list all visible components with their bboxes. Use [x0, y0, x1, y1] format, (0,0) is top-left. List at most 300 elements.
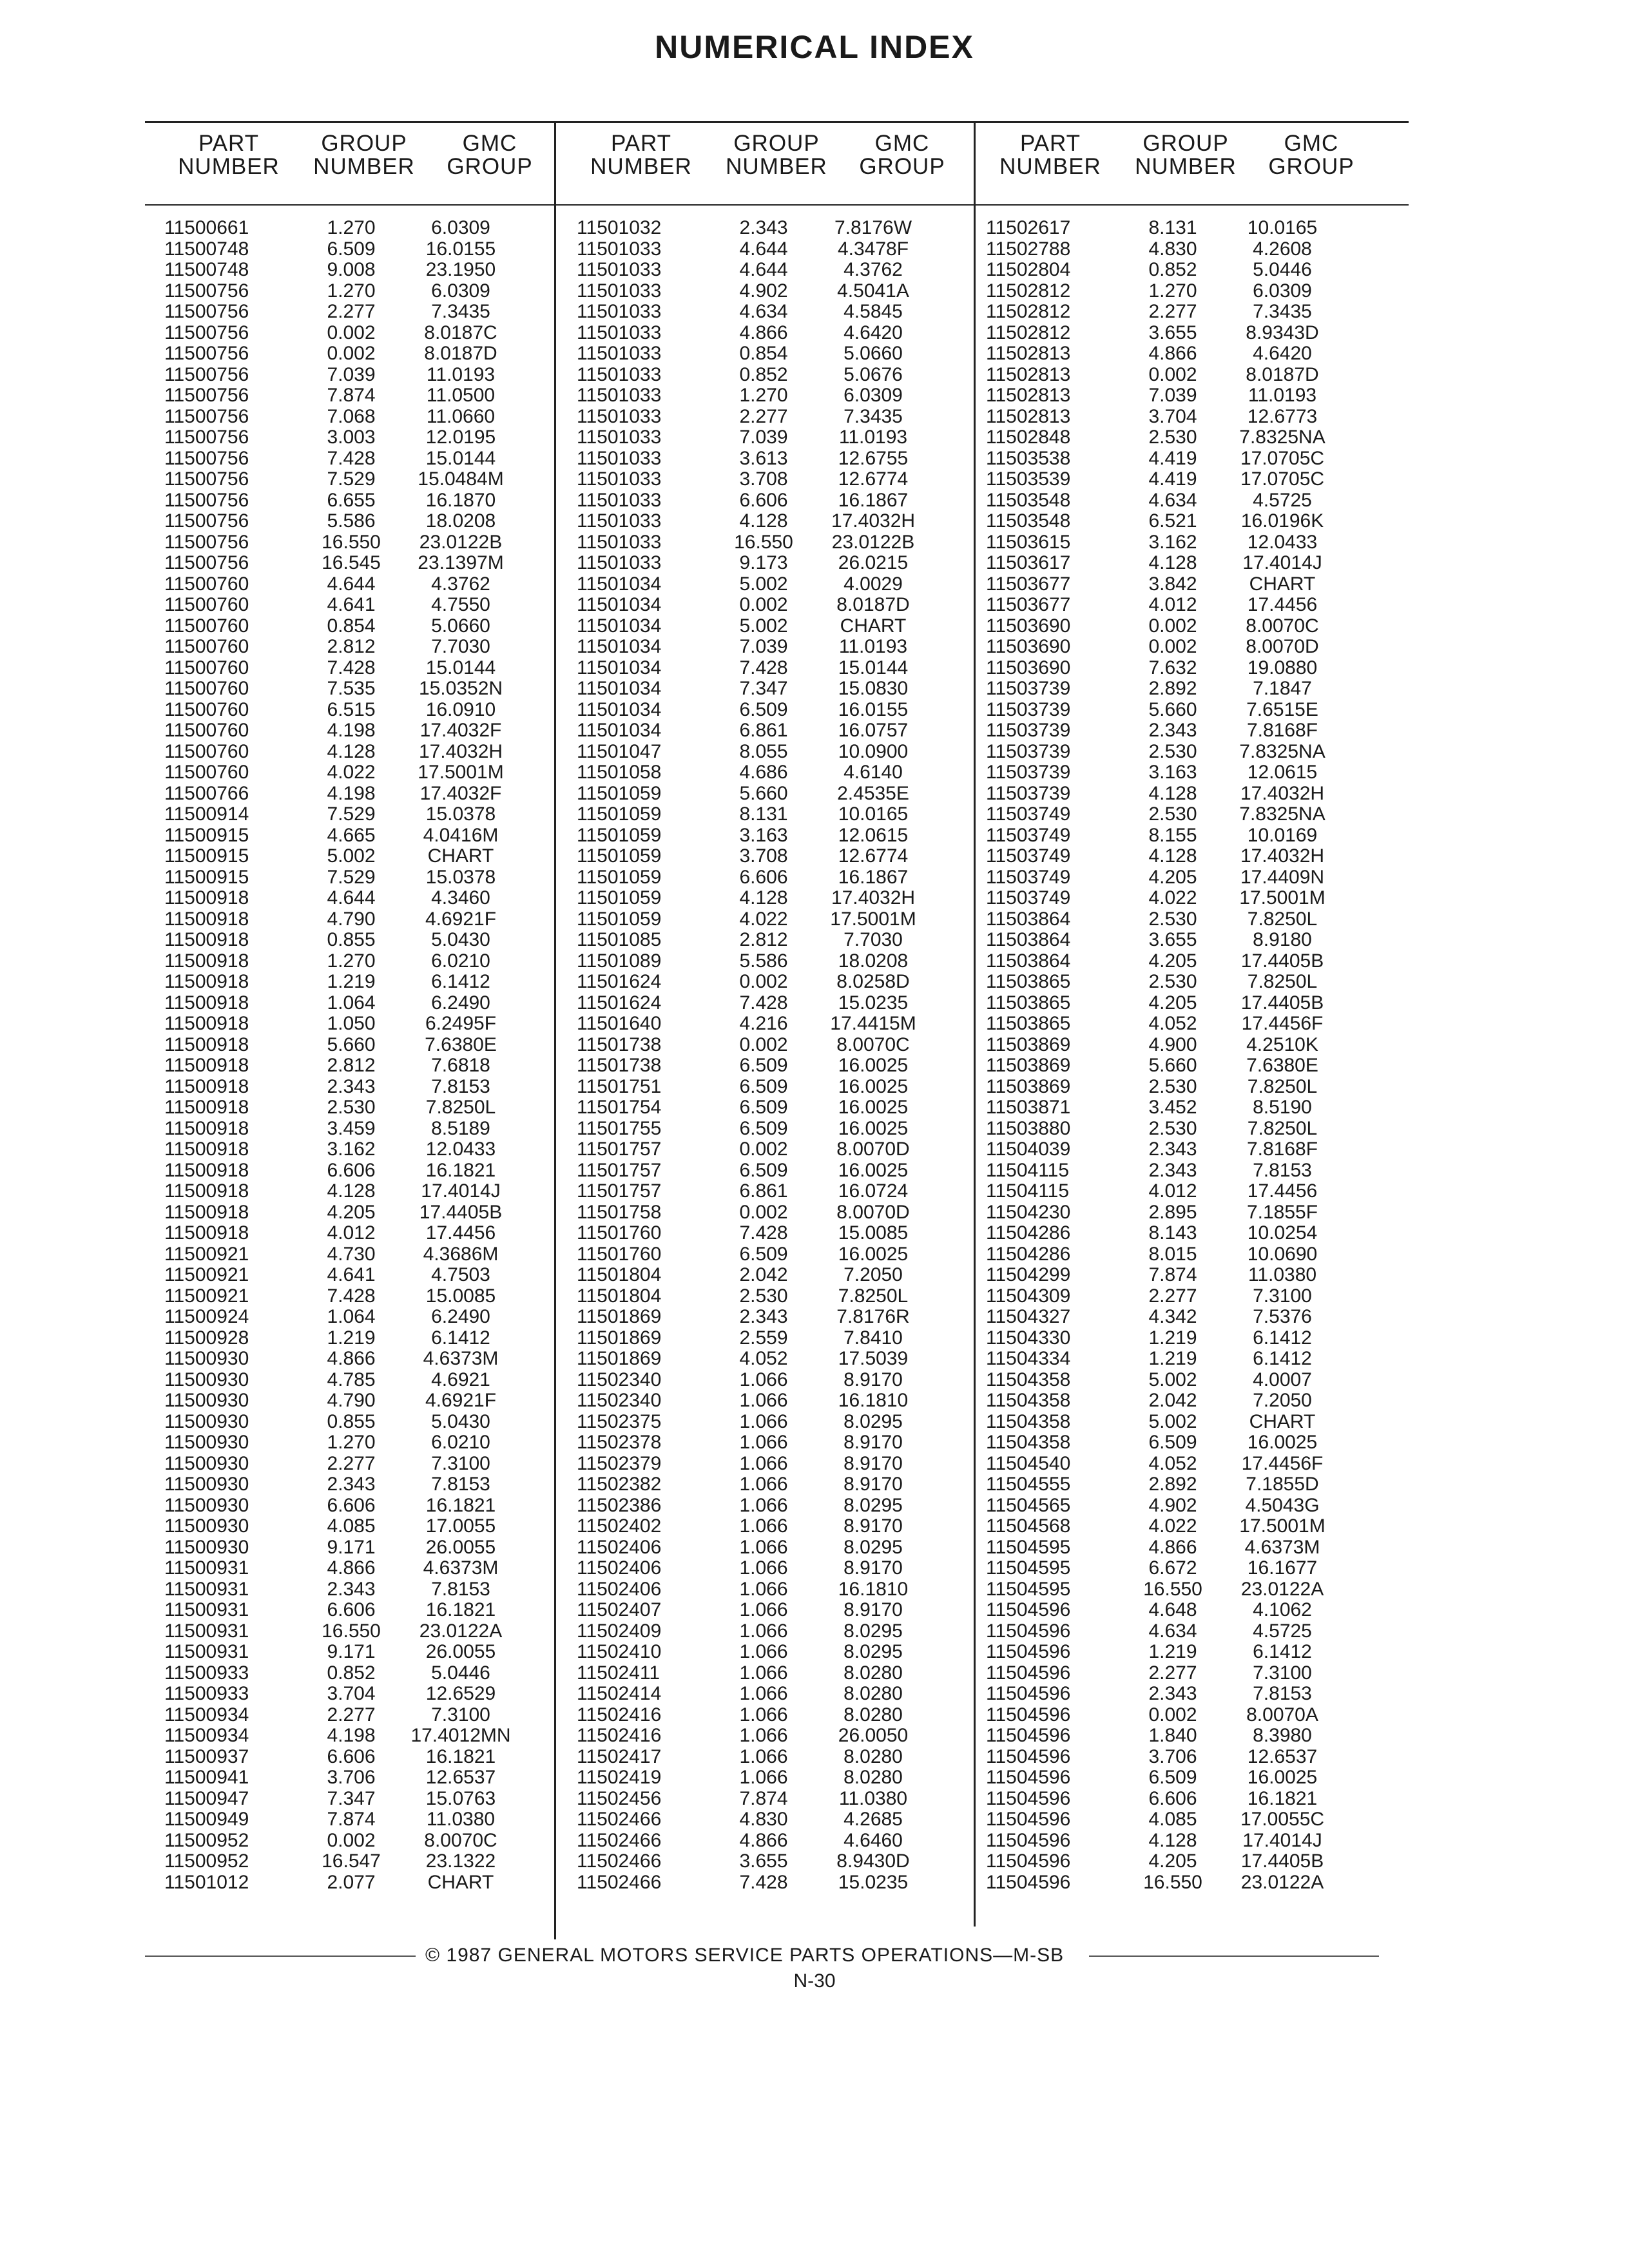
group-number: 6.509 — [327, 238, 376, 260]
part-number: 11503677 — [986, 573, 1071, 595]
part-number: 11500928 — [164, 1327, 249, 1349]
group-number: 2.277 — [739, 405, 788, 427]
gmc-group: 12.6773 — [1247, 405, 1318, 427]
gmc-group: 8.5190 — [1253, 1097, 1312, 1118]
part-number: 11500748 — [164, 259, 249, 280]
group-number: 2.077 — [327, 1871, 376, 1893]
gmc-group: 7.7030 — [843, 929, 903, 950]
gmc-group: 7.8168F — [1246, 1139, 1318, 1160]
gmc-group: 11.0380 — [426, 1809, 496, 1830]
part-number: 11500756 — [164, 322, 249, 343]
part-number: 11504115 — [986, 1180, 1070, 1202]
group-number: 6.606 — [327, 1494, 376, 1516]
group-number: 9.171 — [327, 1641, 376, 1662]
part-number: 11502414 — [577, 1683, 662, 1704]
group-number: 7.632 — [1148, 657, 1197, 678]
part-number: 11501059 — [577, 908, 662, 930]
gmc-group: 4.0416M — [423, 824, 499, 846]
gmc-group: 7.8325NA — [1239, 803, 1325, 825]
group-number: 4.866 — [327, 1348, 376, 1369]
gmc-group: 15.0144 — [425, 657, 496, 678]
part-number: 11500918 — [164, 1117, 249, 1139]
gmc-group: 26.0215 — [838, 552, 909, 573]
gmc-group: 17.4405B — [1240, 992, 1324, 1014]
group-number: 5.002 — [1148, 1410, 1197, 1432]
group-number-header: GROUP NUMBER — [1135, 131, 1237, 179]
group-number: 8.131 — [1148, 217, 1197, 238]
part-number: 11501869 — [577, 1327, 662, 1349]
part-number: 11502848 — [986, 427, 1071, 448]
part-number: 11500756 — [164, 447, 249, 469]
group-number: 0.852 — [327, 1662, 376, 1684]
gmc-group: 23.0122B — [831, 531, 915, 553]
part-number: 11504596 — [986, 1829, 1071, 1851]
group-number: 16.550 — [1143, 1578, 1202, 1600]
group-number: 4.790 — [327, 908, 376, 930]
gmc-group: 12.6537 — [1247, 1745, 1318, 1767]
gmc-group-header: GMC GROUP — [1268, 131, 1354, 179]
gmc-group: 10.0169 — [1247, 824, 1318, 846]
gmc-group: 17.5001M — [418, 762, 504, 783]
group-number: 6.515 — [327, 698, 376, 720]
gmc-group: 16.1677 — [1247, 1557, 1318, 1579]
gmc-group: 16.1867 — [838, 489, 909, 511]
part-number: 11502386 — [577, 1494, 662, 1516]
group-number: 7.428 — [327, 1285, 376, 1307]
part-number: 11503690 — [986, 615, 1071, 637]
gmc-group: 23.0122A — [419, 1620, 503, 1642]
part-number: 11503749 — [986, 824, 1071, 846]
group-number: 4.128 — [1148, 845, 1197, 867]
group-number: 8.143 — [1148, 1222, 1197, 1244]
gmc-group: 8.0295 — [843, 1494, 903, 1516]
group-number: 7.874 — [1148, 1264, 1197, 1285]
group-number: 7.535 — [327, 678, 376, 699]
gmc-group: 7.8250L — [1247, 908, 1318, 930]
group-number: 6.509 — [739, 1117, 788, 1139]
part-number: 11501085 — [577, 929, 662, 950]
gmc-group: 12.6537 — [425, 1767, 496, 1788]
gmc-group: 7.1847 — [1253, 678, 1312, 699]
gmc-group: 8.9170 — [843, 1515, 903, 1537]
part-number: 11503538 — [986, 447, 1071, 469]
gmc-group: 23.0122A — [1240, 1578, 1324, 1600]
part-number: 11504358 — [986, 1369, 1071, 1390]
part-number: 11501757 — [577, 1159, 662, 1181]
part-number: 11501059 — [577, 887, 662, 908]
gmc-group: 15.0235 — [838, 1871, 909, 1893]
gmc-group: 17.4032H — [418, 740, 503, 762]
part-number: 11501033 — [577, 468, 662, 490]
group-number: 1.066 — [739, 1474, 788, 1495]
part-number: 11503869 — [986, 1055, 1071, 1076]
group-number: 4.648 — [1148, 1599, 1197, 1620]
part-number: 11501757 — [577, 1139, 662, 1160]
part-number: 11503749 — [986, 845, 1071, 867]
group-number: 4.644 — [739, 259, 788, 280]
part-number: 11503865 — [986, 971, 1071, 992]
part-number: 11500760 — [164, 657, 249, 678]
gmc-group-header: GMC GROUP — [447, 131, 533, 179]
part-number: 11501033 — [577, 259, 662, 280]
gmc-group: 4.3762 — [843, 259, 903, 280]
gmc-group: 5.0660 — [431, 615, 490, 637]
part-number: 11504555 — [986, 1474, 1071, 1495]
gmc-group: 7.2050 — [843, 1264, 903, 1285]
part-number: 11501033 — [577, 322, 662, 343]
group-number: 1.066 — [739, 1515, 788, 1537]
part-number: 11500760 — [164, 762, 249, 783]
part-number: 11503869 — [986, 1033, 1071, 1055]
gmc-group: 16.0724 — [838, 1180, 909, 1202]
gmc-group: 8.9170 — [843, 1432, 903, 1453]
gmc-group: 11.0193 — [426, 363, 496, 385]
gmc-group: CHART — [1249, 573, 1316, 595]
group-number: 0.002 — [739, 1033, 788, 1055]
part-number: 11502375 — [577, 1410, 662, 1432]
part-number: 11502813 — [986, 385, 1071, 406]
part-number: 11501058 — [577, 762, 662, 783]
part-number: 11501033 — [577, 238, 662, 260]
group-number: 4.419 — [1148, 447, 1197, 469]
part-number: 11502617 — [986, 217, 1071, 238]
group-number: 0.002 — [1148, 636, 1197, 657]
header-bottom-rule — [145, 204, 1409, 206]
part-number: 11504330 — [986, 1327, 1071, 1349]
gmc-group: 2.4535E — [837, 782, 909, 804]
group-number: 4.022 — [327, 762, 376, 783]
part-number: 11502407 — [577, 1599, 662, 1620]
group-number: 9.008 — [327, 259, 376, 280]
gmc-group: 7.1855D — [1246, 1474, 1319, 1495]
gmc-group: 17.5001M — [1239, 1515, 1325, 1537]
gmc-group: 23.1950 — [425, 259, 496, 280]
part-number: 11504327 — [986, 1306, 1071, 1327]
part-number: 11502379 — [577, 1452, 662, 1474]
group-number: 6.606 — [739, 489, 788, 511]
part-number: 11500930 — [164, 1410, 249, 1432]
gmc-group: 8.0280 — [843, 1745, 903, 1767]
group-number: 2.559 — [739, 1327, 788, 1349]
gmc-group: 8.9170 — [843, 1557, 903, 1579]
group-number: 4.205 — [1148, 950, 1197, 972]
group-number: 4.866 — [1148, 343, 1197, 364]
gmc-group: 8.0070C — [1246, 615, 1319, 637]
group-number: 0.855 — [327, 1410, 376, 1432]
part-number: 11504596 — [986, 1620, 1071, 1642]
part-number: 11504596 — [986, 1704, 1071, 1725]
group-number: 0.002 — [327, 1829, 376, 1851]
group-number: 7.874 — [327, 1809, 376, 1830]
group-number: 9.171 — [327, 1536, 376, 1558]
gmc-group: 7.3435 — [1253, 301, 1312, 322]
group-number: 7.428 — [327, 447, 376, 469]
gmc-group: 16.1867 — [838, 866, 909, 888]
gmc-group: 4.7550 — [431, 594, 490, 615]
gmc-group: 16.0025 — [838, 1055, 909, 1076]
gmc-group: 7.6380E — [425, 1033, 497, 1055]
gmc-group: 10.0690 — [1247, 1243, 1318, 1265]
group-number: 3.706 — [327, 1767, 376, 1788]
gmc-group: 17.0055C — [1240, 1809, 1325, 1830]
group-number: 0.854 — [739, 343, 788, 364]
group-number: 4.900 — [1148, 1033, 1197, 1055]
gmc-group: 8.0070D — [836, 1139, 910, 1160]
part-number: 11501869 — [577, 1348, 662, 1369]
part-number: 11501869 — [577, 1306, 662, 1327]
group-number: 1.270 — [327, 950, 376, 972]
part-number: 11503690 — [986, 636, 1071, 657]
part-number: 11502813 — [986, 343, 1071, 364]
gmc-group: 4.5041A — [837, 280, 909, 302]
group-number: 16.550 — [1143, 1871, 1202, 1893]
gmc-group: 5.0446 — [1253, 259, 1312, 280]
gmc-group: 8.0295 — [843, 1641, 903, 1662]
gmc-group: 6.0309 — [431, 280, 490, 302]
part-number: 11502340 — [577, 1369, 662, 1390]
part-number: 11500941 — [164, 1767, 249, 1788]
part-number: 11504596 — [986, 1850, 1071, 1872]
group-number: 4.128 — [327, 740, 376, 762]
group-number: 0.002 — [739, 594, 788, 615]
group-number: 4.644 — [739, 238, 788, 260]
group-number: 1.066 — [739, 1683, 788, 1704]
table-top-rule — [145, 121, 1409, 123]
part-number: 11500915 — [164, 845, 249, 867]
group-number: 1.066 — [739, 1599, 788, 1620]
gmc-group: 7.6380E — [1246, 1055, 1318, 1076]
part-number: 11501033 — [577, 280, 662, 302]
footer-rule-right — [1089, 1956, 1379, 1957]
part-number: 11501059 — [577, 866, 662, 888]
gmc-group: 16.0025 — [838, 1097, 909, 1118]
gmc-group: 17.0055 — [425, 1515, 496, 1537]
gmc-group: 17.4032H — [831, 887, 916, 908]
part-number: 11502456 — [577, 1787, 662, 1809]
part-number: 11502466 — [577, 1850, 662, 1872]
group-number: 4.902 — [1148, 1494, 1197, 1516]
part-number: 11500918 — [164, 887, 249, 908]
group-number: 4.198 — [327, 720, 376, 741]
part-number: 11501034 — [577, 698, 662, 720]
part-number: 11500931 — [164, 1599, 249, 1620]
part-number: 11500918 — [164, 1075, 249, 1097]
part-number: 11501033 — [577, 427, 662, 448]
group-number: 4.419 — [1148, 468, 1197, 490]
group-number: 7.039 — [1148, 385, 1197, 406]
gmc-group: 12.0615 — [838, 824, 909, 846]
group-number: 2.277 — [327, 1452, 376, 1474]
group-number: 6.509 — [739, 1159, 788, 1181]
gmc-group: 4.6140 — [843, 762, 903, 783]
gmc-group: 5.0430 — [431, 929, 490, 950]
group-number: 4.052 — [1148, 1452, 1197, 1474]
gmc-group: 12.0195 — [425, 427, 496, 448]
group-number: 5.002 — [327, 845, 376, 867]
group-number: 1.066 — [739, 1369, 788, 1390]
gmc-group: 16.0155 — [425, 238, 496, 260]
gmc-group: 7.8250L — [838, 1285, 909, 1307]
group-number: 6.509 — [1148, 1767, 1197, 1788]
gmc-group: 6.1412 — [1253, 1641, 1312, 1662]
part-number: 11501033 — [577, 447, 662, 469]
group-number: 7.529 — [327, 803, 376, 825]
gmc-group: 10.0900 — [838, 740, 909, 762]
group-number: 5.002 — [739, 615, 788, 637]
gmc-group: 7.3100 — [1253, 1662, 1312, 1684]
gmc-group: 17.4032H — [1240, 845, 1325, 867]
part-number: 11501738 — [577, 1055, 662, 1076]
group-number: 7.529 — [327, 468, 376, 490]
part-number: 11502410 — [577, 1641, 662, 1662]
gmc-group: CHART — [427, 845, 494, 867]
part-number: 11502409 — [577, 1620, 662, 1642]
part-number: 11500931 — [164, 1620, 249, 1642]
gmc-group: 11.0193 — [838, 427, 908, 448]
gmc-group: 15.0085 — [425, 1285, 496, 1307]
group-number: 3.003 — [327, 427, 376, 448]
gmc-group: 18.0208 — [425, 510, 496, 532]
group-number: 5.660 — [1148, 1055, 1197, 1076]
group-number: 2.530 — [1148, 971, 1197, 992]
gmc-group: 17.4405B — [419, 1201, 503, 1223]
part-number: 11502382 — [577, 1474, 662, 1495]
gmc-group: 4.3762 — [431, 573, 490, 595]
part-number: 11503749 — [986, 887, 1071, 908]
gmc-group: 16.1870 — [425, 489, 496, 511]
part-number: 11500918 — [164, 1201, 249, 1223]
gmc-group: 6.0309 — [1253, 280, 1312, 302]
group-number: 4.866 — [327, 1557, 376, 1579]
group-number: 3.163 — [739, 824, 788, 846]
part-number: 11501047 — [577, 740, 662, 762]
gmc-group: 7.8153 — [431, 1075, 490, 1097]
gmc-group: 8.9170 — [843, 1599, 903, 1620]
column-divider-1 — [554, 122, 556, 1939]
gmc-group: 7.8250L — [1247, 1117, 1318, 1139]
gmc-group: 18.0208 — [838, 950, 909, 972]
part-number: 11501751 — [577, 1075, 662, 1097]
part-number: 11500760 — [164, 678, 249, 699]
part-number: 11504595 — [986, 1578, 1071, 1600]
part-number: 11503539 — [986, 468, 1071, 490]
part-number: 11502417 — [577, 1745, 662, 1767]
group-number: 4.128 — [1148, 782, 1197, 804]
group-number: 1.064 — [327, 992, 376, 1014]
group-number: 2.530 — [1148, 1117, 1197, 1139]
group-number: 4.634 — [1148, 489, 1197, 511]
group-number: 6.509 — [739, 1075, 788, 1097]
part-number: 11500933 — [164, 1683, 249, 1704]
group-number: 7.428 — [739, 657, 788, 678]
part-number: 11501033 — [577, 531, 662, 553]
part-number: 11504596 — [986, 1662, 1071, 1684]
part-number: 11501059 — [577, 782, 662, 804]
gmc-group: 16.0910 — [425, 698, 496, 720]
group-number: 4.866 — [739, 322, 788, 343]
group-number: 1.270 — [327, 1432, 376, 1453]
gmc-group: 17.4405B — [1240, 1850, 1324, 1872]
part-number: 11500915 — [164, 824, 249, 846]
group-number: 0.852 — [739, 363, 788, 385]
gmc-group: 12.0433 — [1247, 531, 1318, 553]
gmc-group: 11.0193 — [1248, 385, 1317, 406]
group-number: 4.644 — [327, 573, 376, 595]
group-number: 16.545 — [322, 552, 381, 573]
group-number: 7.347 — [739, 678, 788, 699]
group-number: 3.459 — [327, 1117, 376, 1139]
group-number: 4.205 — [327, 1201, 376, 1223]
gmc-group: 4.6921F — [425, 1390, 497, 1411]
gmc-group: 8.0070C — [836, 1033, 910, 1055]
gmc-group: 4.6420 — [843, 322, 903, 343]
part-number: 11502402 — [577, 1515, 662, 1537]
group-number: 4.830 — [1148, 238, 1197, 260]
part-number: 11501089 — [577, 950, 662, 972]
gmc-group: 4.0029 — [843, 573, 903, 595]
group-number: 2.277 — [1148, 1662, 1197, 1684]
part-number: 11504596 — [986, 1871, 1071, 1893]
part-number: 11500760 — [164, 615, 249, 637]
gmc-group: CHART — [427, 1871, 494, 1893]
gmc-group: 7.3100 — [1253, 1285, 1312, 1307]
group-number: 7.428 — [327, 657, 376, 678]
group-number: 1.219 — [1148, 1641, 1197, 1662]
group-number: 6.606 — [739, 866, 788, 888]
group-number: 6.509 — [739, 1055, 788, 1076]
part-number: 11501059 — [577, 845, 662, 867]
part-number: 11502788 — [986, 238, 1071, 260]
group-number: 0.002 — [1148, 363, 1197, 385]
gmc-group: 6.0210 — [431, 1432, 490, 1453]
part-number: 11503864 — [986, 908, 1071, 930]
gmc-group: 7.3100 — [431, 1704, 490, 1725]
group-number: 4.634 — [1148, 1620, 1197, 1642]
gmc-group: 16.1821 — [425, 1159, 496, 1181]
group-number: 7.529 — [327, 866, 376, 888]
group-number: 1.066 — [739, 1578, 788, 1600]
gmc-group: 16.0155 — [838, 698, 909, 720]
part-number: 11503739 — [986, 678, 1071, 699]
gmc-group: 15.0830 — [838, 678, 909, 699]
group-number: 4.686 — [739, 762, 788, 783]
gmc-group: 23.1397M — [418, 552, 504, 573]
group-number: 3.655 — [739, 1850, 788, 1872]
part-number: 11500756 — [164, 343, 249, 364]
group-number: 4.022 — [739, 908, 788, 930]
group-number: 6.606 — [1148, 1787, 1197, 1809]
gmc-group: 17.4012MN — [410, 1725, 511, 1746]
part-number: 11503617 — [986, 552, 1071, 573]
gmc-group: 15.0144 — [425, 447, 496, 469]
gmc-group: 7.7030 — [431, 636, 490, 657]
part-number: 11501034 — [577, 720, 662, 741]
group-number: 0.002 — [1148, 615, 1197, 637]
part-number: 11502406 — [577, 1557, 662, 1579]
gmc-group: 7.8168F — [1246, 720, 1318, 741]
part-number: 11502466 — [577, 1829, 662, 1851]
group-number: 2.343 — [327, 1474, 376, 1495]
gmc-group: 8.0070A — [1246, 1704, 1318, 1725]
group-number: 4.128 — [1148, 552, 1197, 573]
group-number: 2.530 — [739, 1285, 788, 1307]
group-number: 1.066 — [739, 1725, 788, 1746]
group-number: 2.343 — [327, 1075, 376, 1097]
group-number: 6.509 — [739, 698, 788, 720]
part-number: 11504596 — [986, 1725, 1071, 1746]
part-number: 11501034 — [577, 636, 662, 657]
gmc-group: 15.0378 — [425, 866, 496, 888]
